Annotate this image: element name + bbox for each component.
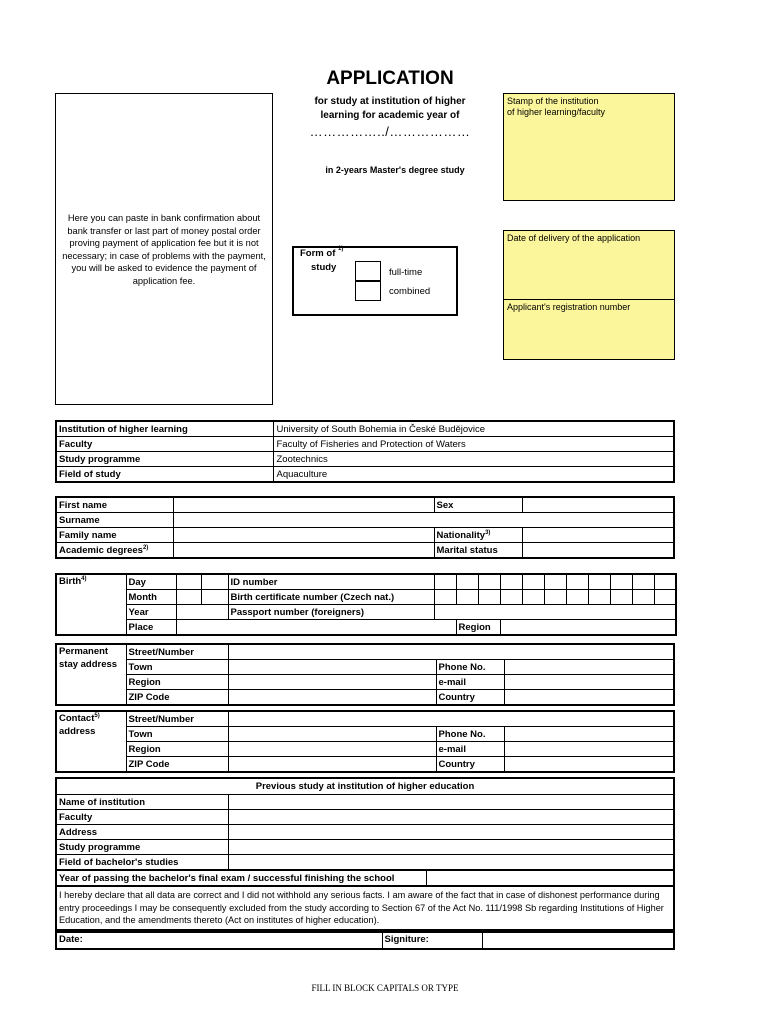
region-field[interactable] — [228, 675, 436, 690]
academic-degrees-field[interactable] — [173, 543, 434, 559]
nationality-field[interactable] — [522, 528, 674, 543]
form-of-study-label — [300, 248, 343, 259]
cert-cell[interactable] — [654, 590, 676, 605]
personal-table — [55, 496, 675, 559]
table-row — [56, 886, 674, 932]
previous-study-table — [55, 777, 675, 871]
table-row — [56, 437, 674, 452]
day-field[interactable] — [176, 574, 201, 590]
footnote-2: 2) — [142, 544, 149, 551]
subtitle-line-2: learning for academic year of — [320, 110, 460, 121]
table-row — [56, 810, 674, 825]
registration-number-box — [503, 299, 675, 360]
marital-status-field[interactable] — [522, 543, 674, 559]
contact-label-line-2: address — [59, 726, 96, 737]
payment-paste-instructions: Here you can paste in bank confirmation about bank transfer or last part of money postal order proving payment of application fee but it is not necessary; in case of problems with the payment, you will be asked to evidence the payment of application fee. — [62, 213, 266, 286]
signature-field[interactable] — [482, 930, 674, 949]
id-cell[interactable] — [544, 574, 566, 590]
form-of-study-label-text: Form of — [300, 248, 336, 259]
town-label: Town — [126, 660, 228, 675]
cert-cell[interactable] — [610, 590, 632, 605]
footnote-1: 1) — [338, 246, 344, 252]
prev-name-label: Name of institution — [56, 795, 228, 810]
table-row — [56, 421, 674, 437]
prev-programme-field[interactable] — [228, 840, 674, 855]
signature-label: Signiture: — [382, 930, 482, 949]
street-label: Street/Number — [126, 711, 228, 727]
academic-year-field[interactable]: ……………../……………… — [309, 124, 471, 139]
place-field[interactable] — [176, 620, 456, 636]
table-row — [56, 590, 676, 605]
stamp-label-line-1: Stamp of the institution — [507, 96, 599, 106]
birth-table — [55, 573, 677, 636]
permanent-label-line-2: stay address — [59, 659, 118, 670]
table-row — [56, 528, 674, 543]
first-name-field[interactable] — [173, 497, 434, 513]
surname-field[interactable] — [173, 513, 674, 528]
combined-label: combined — [389, 286, 431, 297]
table-row — [56, 605, 676, 620]
table-row — [56, 675, 674, 690]
table-row — [56, 513, 674, 528]
permanent-address-label — [56, 644, 126, 705]
phone-field[interactable] — [504, 727, 674, 742]
nationality-label-text: Nationality — [436, 529, 486, 541]
day-field-2[interactable] — [201, 574, 228, 590]
id-cell[interactable] — [654, 574, 676, 590]
institution-label: Institution of higher learning — [56, 421, 273, 437]
email-field[interactable] — [504, 742, 674, 757]
fulltime-label: full-time — [389, 267, 423, 278]
email-label: e-mail — [436, 675, 504, 690]
family-name-field[interactable] — [173, 528, 434, 543]
previous-study-heading: Previous study at institution of higher education — [56, 778, 674, 795]
prev-address-label: Address — [56, 825, 228, 840]
region-field[interactable] — [500, 620, 676, 636]
zip-field[interactable] — [228, 757, 436, 773]
footnote-4: 4) — [81, 576, 87, 582]
surname-label: Surname — [56, 513, 173, 528]
signature-table — [55, 929, 675, 950]
contact-address-label — [56, 711, 126, 772]
birth-cert-label: Birth certificate number (Czech nat.) — [228, 590, 434, 605]
page-subtitle — [290, 95, 490, 123]
stamp-label-line-2: of higher learning/faculty — [507, 107, 606, 117]
table-row — [56, 778, 674, 795]
id-cell[interactable] — [588, 574, 610, 590]
year-field[interactable] — [176, 605, 228, 620]
prev-field-field[interactable] — [228, 855, 674, 871]
table-row — [56, 930, 674, 949]
month-label: Month — [126, 590, 176, 605]
date-label: Date: — [56, 930, 382, 949]
month-field-2[interactable] — [201, 590, 228, 605]
table-row — [56, 620, 676, 636]
country-label: Country — [436, 690, 504, 706]
subtitle-line-1: for study at institution of higher — [314, 96, 466, 107]
prev-faculty-field[interactable] — [228, 810, 674, 825]
table-row — [56, 452, 674, 467]
field-of-study-label: Field of study — [56, 467, 273, 483]
birth-label — [56, 574, 126, 635]
page-title: APPLICATION — [326, 68, 454, 89]
table-row — [56, 711, 674, 727]
phone-field[interactable] — [504, 660, 674, 675]
region-label: Region — [126, 675, 228, 690]
year-passing-label: Year of passing the bachelor's final exam / successful finishing the school — [56, 870, 426, 886]
town-field[interactable] — [228, 660, 436, 675]
cert-cell[interactable] — [434, 590, 456, 605]
nationality-label — [434, 528, 522, 543]
town-label: Town — [126, 727, 228, 742]
table-row — [56, 467, 674, 483]
prev-name-field[interactable] — [228, 795, 674, 810]
cert-cell[interactable] — [566, 590, 588, 605]
cert-cell[interactable] — [456, 590, 478, 605]
id-cell[interactable] — [566, 574, 588, 590]
place-label: Place — [126, 620, 176, 636]
prev-faculty-label: Faculty — [56, 810, 228, 825]
academic-degrees-label — [56, 543, 173, 559]
table-row — [56, 543, 674, 559]
region-field[interactable] — [228, 742, 436, 757]
table-row — [56, 727, 674, 742]
study-programme-value[interactable]: Zootechnics — [273, 452, 674, 467]
email-field[interactable] — [504, 675, 674, 690]
region-label: Region — [126, 742, 228, 757]
cert-cell[interactable] — [500, 590, 522, 605]
academic-degrees-label-text: Academic degrees — [59, 544, 143, 556]
table-row — [56, 825, 674, 840]
table-row — [56, 795, 674, 810]
zip-label: ZIP Code — [126, 690, 228, 706]
permanent-address-table — [55, 643, 675, 706]
permanent-label-line-1: Permanent — [59, 646, 109, 657]
contact-label-line-1 — [59, 712, 124, 725]
zip-label: ZIP Code — [126, 757, 228, 773]
table-row — [56, 644, 674, 660]
sex-field[interactable] — [522, 497, 674, 513]
delivery-date-box — [503, 230, 675, 300]
id-cell[interactable] — [632, 574, 654, 590]
street-label: Street/Number — [126, 644, 228, 660]
table-row — [56, 855, 674, 871]
id-cell[interactable] — [434, 574, 456, 590]
prev-field-label: Field of bachelor's studies — [56, 855, 228, 871]
table-row — [56, 840, 674, 855]
street-field[interactable] — [228, 644, 674, 660]
faculty-label: Faculty — [56, 437, 273, 452]
cert-cell[interactable] — [544, 590, 566, 605]
declaration-text: I hereby declare that all data are correct and I did not withhold any serious facts. I am aware of the fact that in case of dishonest performance during entry proceedings I may be consequently excluded from the study according to Section 67 of the Act No. 111/1998 Sb regarding Institutions of Higher Education, and the amendments thereto (Act on institutes of higher education). — [56, 886, 674, 932]
country-label: Country — [436, 757, 504, 773]
phone-label: Phone No. — [436, 660, 504, 675]
country-field[interactable] — [504, 690, 674, 706]
id-cell[interactable] — [500, 574, 522, 590]
zip-field[interactable] — [228, 690, 436, 706]
id-cell[interactable] — [522, 574, 544, 590]
cert-cell[interactable] — [478, 590, 500, 605]
study-programme-label: Study programme — [56, 452, 273, 467]
delivery-date-label: Date of delivery of the application — [507, 233, 641, 243]
passport-field[interactable] — [434, 605, 676, 620]
table-row — [56, 690, 674, 706]
cert-cell[interactable] — [522, 590, 544, 605]
street-field[interactable] — [228, 711, 674, 727]
institution-stamp-box — [503, 93, 675, 201]
id-cell[interactable] — [456, 574, 478, 590]
combined-checkbox[interactable] — [355, 281, 381, 301]
declaration-table — [55, 885, 675, 933]
footer-instruction: FILL IN BLOCK CAPITALS OR TYPE — [311, 983, 459, 993]
email-label: e-mail — [436, 742, 504, 757]
field-of-study-value[interactable]: Aquaculture — [273, 467, 674, 483]
cert-cell[interactable] — [588, 590, 610, 605]
country-field[interactable] — [504, 757, 674, 773]
footnote-3: 3) — [485, 529, 491, 536]
prev-programme-label: Study programme — [56, 840, 228, 855]
id-cell[interactable] — [478, 574, 500, 590]
family-name-label: Family name — [56, 528, 173, 543]
region-label: Region — [456, 620, 500, 636]
form-of-study-label-2: study — [311, 262, 337, 273]
contact-label-text: Contact — [59, 713, 95, 724]
institution-value[interactable]: University of South Bohemia in České Budějovice — [273, 421, 674, 437]
year-passing-field[interactable] — [426, 870, 674, 886]
registration-number-label: Applicant's registration number — [507, 302, 631, 312]
table-row — [56, 742, 674, 757]
table-row — [56, 870, 674, 886]
prev-address-field[interactable] — [228, 825, 674, 840]
first-name-label: First name — [56, 497, 173, 513]
table-row — [56, 574, 676, 590]
faculty-value[interactable]: Faculty of Fisheries and Protection of Waters — [273, 437, 674, 452]
sex-label: Sex — [434, 497, 522, 513]
phone-label: Phone No. — [436, 727, 504, 742]
marital-status-label: Marital status — [434, 543, 522, 559]
degree-type: in 2-years Master's degree study — [325, 165, 465, 175]
fulltime-checkbox[interactable] — [355, 261, 381, 281]
id-cell[interactable] — [610, 574, 632, 590]
table-row — [56, 497, 674, 513]
table-row — [56, 660, 674, 675]
month-field[interactable] — [176, 590, 201, 605]
table-row — [56, 757, 674, 773]
year-label: Year — [126, 605, 176, 620]
institution-table — [55, 420, 675, 483]
footnote-5: 5) — [94, 713, 100, 719]
town-field[interactable] — [228, 727, 436, 742]
cert-cell[interactable] — [632, 590, 654, 605]
passport-label: Passport number (foreigners) — [228, 605, 434, 620]
contact-address-table — [55, 710, 675, 773]
day-label: Day — [126, 574, 176, 590]
birth-label-text: Birth — [59, 576, 82, 587]
id-number-label: ID number — [228, 574, 434, 590]
